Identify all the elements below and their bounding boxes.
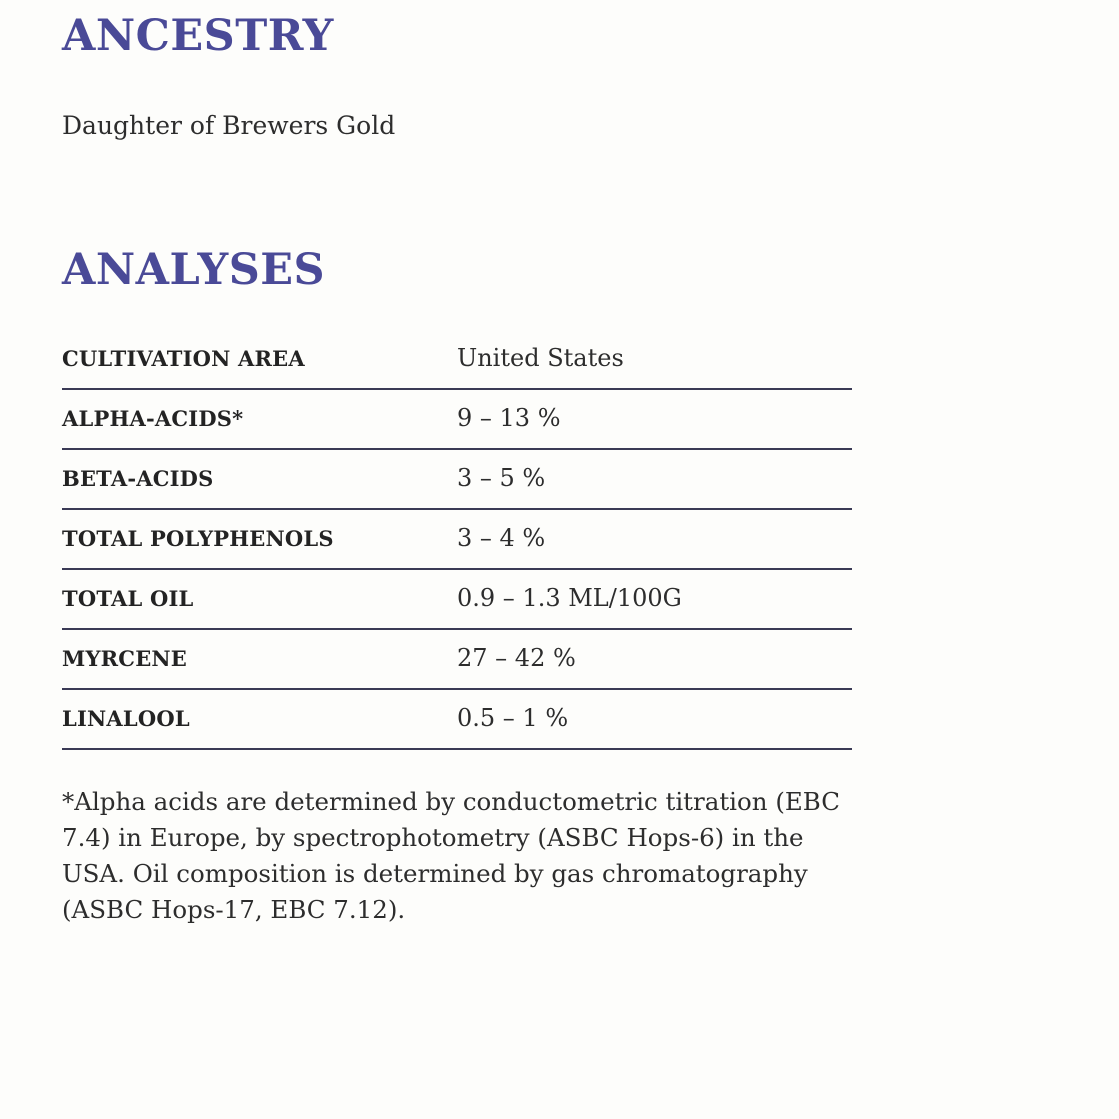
row-label-alpha-acids: ALPHA-ACIDS* (62, 405, 244, 431)
row-value-myrcene: 27 – 42 % (457, 643, 576, 672)
alpha-acids-footnote: *Alpha acids are determined by conductometric titration (EBC 7.4) in Europe, by spectrophotometry (ASBC Hops-6) in the USA. Oil composition is determined by gas chromatography (ASBC Hops-17, EBC 7.12). (62, 786, 840, 925)
table-row (62, 510, 852, 570)
row-value-cultivation-area: United States (457, 343, 624, 372)
row-label-myrcene: MYRCENE (62, 645, 188, 671)
content-column (62, 12, 852, 929)
row-value-linalool: 0.5 – 1 % (457, 703, 569, 732)
row-label-beta-acids: BETA-ACIDS (62, 465, 214, 491)
table-row (62, 450, 852, 510)
table-row (62, 690, 852, 750)
row-label-total-oil: TOTAL OIL (62, 585, 194, 611)
table-row (62, 570, 852, 630)
ancestry-description: Daughter of Brewers Gold (62, 111, 396, 141)
row-value-alpha-acids: 9 – 13 % (457, 403, 561, 432)
row-value-beta-acids: 3 – 5 % (457, 463, 546, 492)
table-row (62, 338, 852, 390)
table-row (62, 390, 852, 450)
ancestry-section-title: ANCESTRY (62, 11, 334, 61)
row-label-cultivation-area: CULTIVATION AREA (62, 345, 305, 371)
table-row (62, 630, 852, 690)
row-value-total-oil: 0.9 – 1.3 ML/100G (457, 583, 682, 612)
row-label-total-polyphenols: TOTAL POLYPHENOLS (62, 525, 334, 551)
row-label-linalool: LINALOOL (62, 705, 190, 731)
row-value-total-polyphenols: 3 – 4 % (457, 523, 546, 552)
analyses-section-title: ANALYSES (62, 245, 326, 296)
analyses-table (62, 338, 852, 750)
